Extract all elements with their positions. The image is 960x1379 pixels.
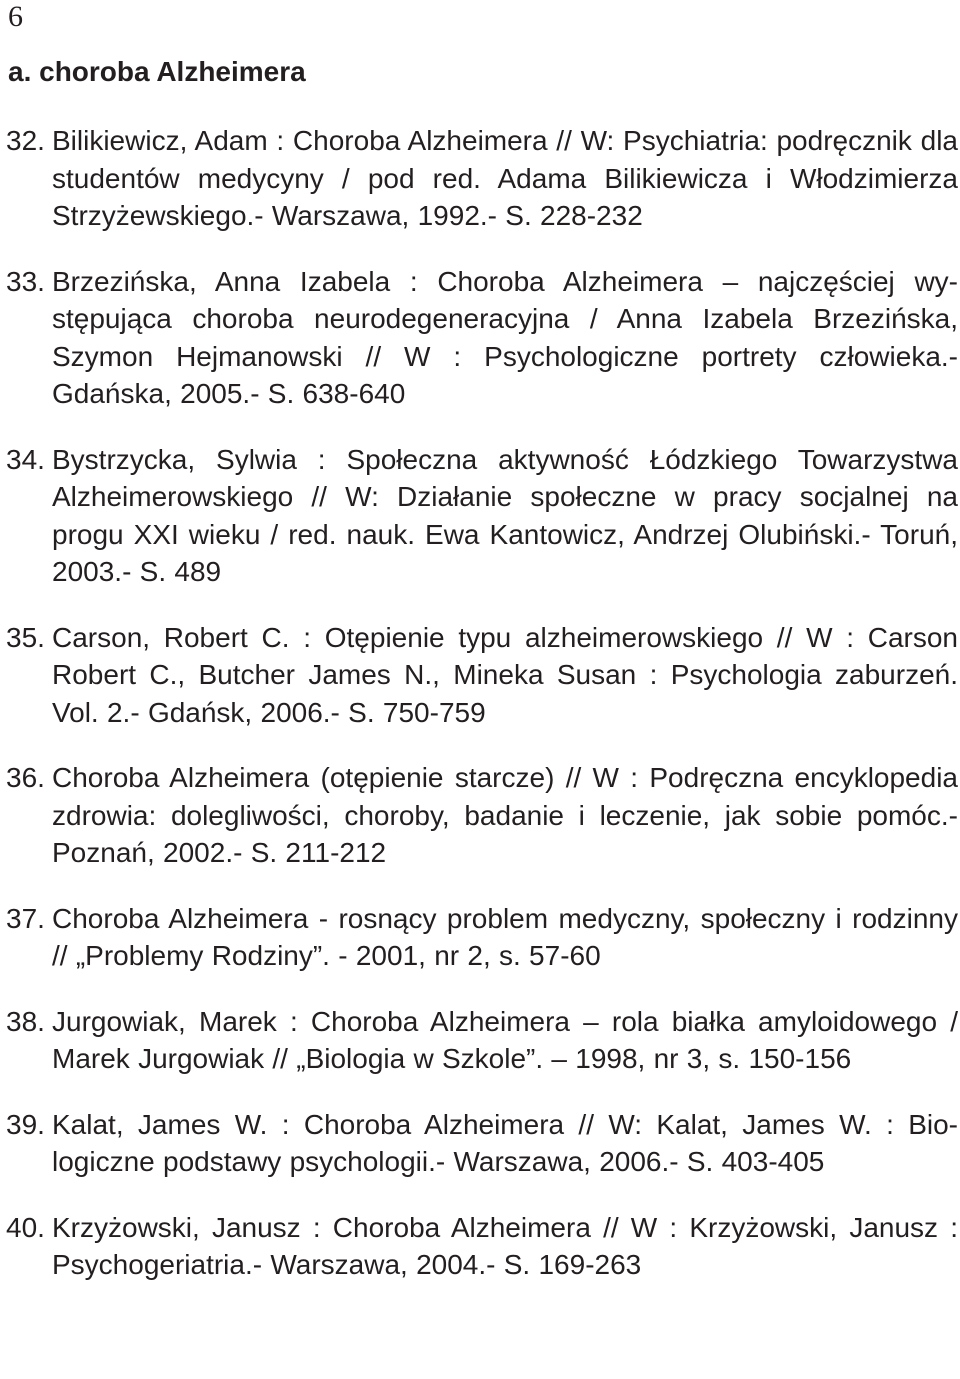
entry-text: Kalat, James W. : Choroba Alzheimera // W: Kalat, James W. : Biologiczne podstawy psychologii.- Warszawa, 2006.- S. 403-405	[52, 1108, 958, 1177]
bibliography-entry-38	[6, 1003, 958, 1078]
entry-number: 33.	[6, 265, 45, 297]
entry-text: Choroba Alzheimera - rosnący problem medyczny, społeczny i rodzinny // „Problemy Rodziny”. - 2001, nr 2, s. 57-60	[52, 902, 958, 971]
entry-text: Choroba Alzheimera (otępienie starcze) // W : Podręczna encyklopedia zdrowia: dolegliwości, choroby, badanie i leczenie, jak sobie pomóc.- Poznań, 2002.- S. 211-212	[52, 762, 958, 868]
bibliography-entry-35	[6, 619, 958, 732]
bibliography-entry-33	[6, 263, 958, 413]
entry-number: 36.	[6, 762, 45, 793]
bibliography-entry-37	[6, 900, 958, 975]
entry-text: Jurgowiak, Marek : Choroba Alzheimera – rola białka amyloidowego / Marek Jurgowiak // „Biologia w Szkole”. – 1998, nr 3, s. 150-156	[52, 1005, 958, 1074]
page-number: 6	[8, 0, 23, 33]
entry-number: 39.	[6, 1108, 45, 1140]
bibliography-entry-32	[6, 122, 958, 235]
entry-text: Carson, Robert C. : Otępienie typu alzheimerowskiego // W : Carson Robert C., Butcher James N., Mineka Susan : Psychologia zaburzeń. Vol. 2.- Gdańsk, 2006.- S. 750-759	[52, 621, 958, 728]
bibliography-entry-36	[6, 759, 958, 872]
bibliography-list	[6, 122, 958, 1312]
entry-number: 34.	[6, 443, 45, 475]
entry-text: Krzyżowski, Janusz : Choroba Alzheimera // W : Krzyżowski, Janusz : Psychogeriatria.- Warszawa, 2004.- S. 169-263	[52, 1211, 958, 1280]
entry-number: 32.	[6, 125, 45, 156]
entry-number: 38.	[6, 1005, 45, 1037]
entry-number: 40.	[6, 1211, 45, 1243]
entry-number: 35.	[6, 621, 45, 653]
bibliography-entry-39	[6, 1106, 958, 1181]
entry-text: Bystrzycka, Sylwia : Społeczna aktywność Łódzkiego Towarzystwa Alzheimerowskiego // W: Działanie społeczne w pracy socjalnej na progu XXI wieku / red. nauk. Ewa Kantowicz, Andrzej Olubiński.- Toruń, 2003.- S. 489	[52, 443, 958, 587]
entry-text: Bilikiewicz, Adam : Choroba Alzheimera // W: Psychiatria: podręcznik dla studentów medycyny / pod red. Adama Bilikiewicza i Włodzimierza Strzyżewskiego.- Warszawa, 1992.- S. 228-232	[52, 125, 958, 231]
bibliography-entry-34	[6, 441, 958, 591]
entry-number: 37.	[6, 902, 45, 934]
entry-text: Brzezińska, Anna Izabela : Choroba Alzheimera – najczęściej występująca choroba neurodegeneracyjna / Anna Izabela Brzezińska, Szymon Hejmanowski // W : Psychologiczne portrety człowieka.- Gdańska, 2005.- S. 638-640	[52, 265, 958, 409]
section-heading: a. choroba Alzheimera	[8, 56, 306, 87]
bibliography-entry-40	[6, 1209, 958, 1284]
